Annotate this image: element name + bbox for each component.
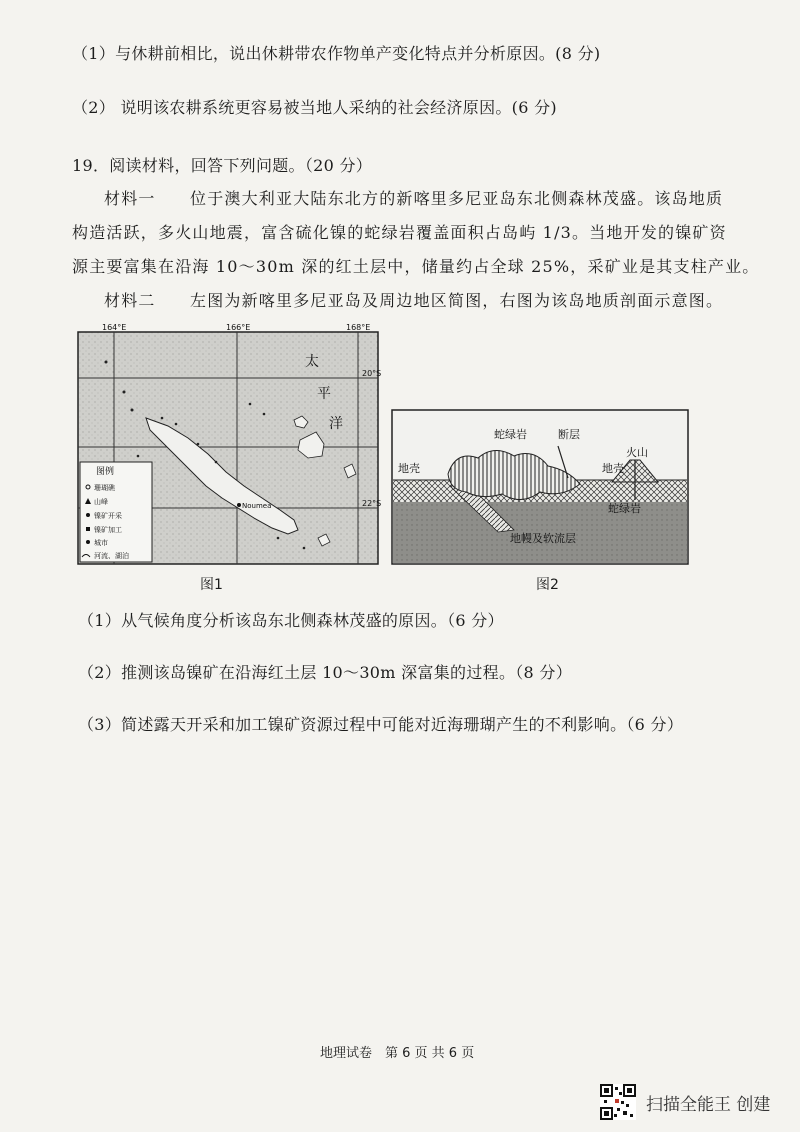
scanner-watermark: 扫描全能王 创建 <box>646 1095 771 1115</box>
label-crust-left: 地壳 <box>398 462 420 475</box>
lat-label-22s: 22°S <box>362 499 382 508</box>
legend-title: 图例 <box>96 467 115 477</box>
material-1-line-1: 材料一 位于澳大利亚大陆东北方的新喀里多尼亚岛东北侧森林茂盛。该岛地质 <box>104 189 724 208</box>
legend-river: 河流、湖泊 <box>94 552 129 560</box>
sub-question-2: （2）推测该岛镍矿在沿海红土层 10～30m 深富集的过程。（8 分） <box>78 663 573 682</box>
label-fault: 断层 <box>558 428 580 441</box>
legend-processing: 镍矿加工 <box>94 526 122 534</box>
city-marker <box>237 503 241 507</box>
question-19-header: 19．阅读材料，回答下列问题。（20 分） <box>72 156 373 175</box>
lon-label-168: 168°E <box>346 323 371 332</box>
material-1-line-2: 构造活跃，多火山地震，富含硫化镍的蛇绿岩覆盖面积占岛屿 1/3。当地开发的镍矿资 <box>72 223 727 242</box>
question-top-2: （2） 说明该农耕系统更容易被当地人采纳的社会经济原因。(6 分) <box>72 98 557 117</box>
sub-question-1: （1）从气候角度分析该岛东北侧森林茂盛的原因。（6 分） <box>78 611 504 630</box>
legend-peak: 山峰 <box>94 498 108 506</box>
material-1-line-3: 源主要富集在沿海 10～30m 深的红土层中，储量约占全球 25%，采矿业是其支柱产业。 <box>72 257 760 276</box>
ocean-label-2: 平 <box>317 386 331 402</box>
lon-label-166: 166°E <box>226 323 251 332</box>
lon-label-164: 164°E <box>102 323 127 332</box>
question-top-1: （1）与休耕前相比，说出休耕带农作物单产变化特点并分析原因。(8 分) <box>72 44 601 63</box>
qr-code-icon <box>600 1084 636 1120</box>
label-serpentinite-right: 蛇绿岩 <box>608 502 641 515</box>
map-legend <box>80 462 152 562</box>
legend-coral: 珊瑚礁 <box>94 484 115 492</box>
figure-1-map <box>76 322 382 568</box>
legend-city: 城市 <box>94 539 108 547</box>
ocean-label-1: 太 <box>305 354 319 370</box>
label-serpentinite-top: 蛇绿岩 <box>494 428 527 441</box>
page-footer: 地理试卷 第 6 页 共 6 页 <box>320 1046 475 1061</box>
figure-2-cross-section <box>390 408 690 566</box>
figure-1-caption: 图1 <box>200 577 223 593</box>
material-2: 材料二 左图为新喀里多尼亚岛及周边地区简图，右图为该岛地质剖面示意图。 <box>104 291 724 310</box>
lat-label-20s: 20°S <box>362 369 382 378</box>
label-crust-right: 地壳 <box>602 462 624 475</box>
sub-question-3: （3）简述露天开采和加工镍矿资源过程中可能对近海珊瑚产生的不利影响。（6 分） <box>78 715 684 734</box>
label-volcano: 火山 <box>626 446 648 459</box>
legend-mining: 镍矿开采 <box>94 512 122 520</box>
figure-2-caption: 图2 <box>536 577 559 593</box>
label-mantle: 地幔及软流层 <box>510 532 576 545</box>
city-label: Noumea <box>242 502 272 510</box>
ocean-label-3: 洋 <box>329 416 343 432</box>
